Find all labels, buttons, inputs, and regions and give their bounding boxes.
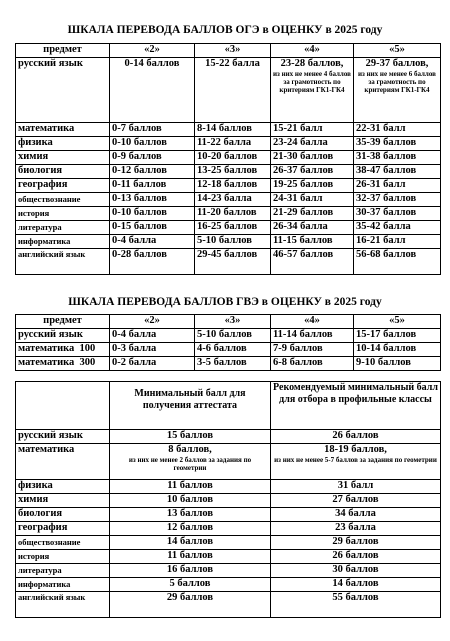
subject-cell: физика	[16, 137, 110, 151]
header-recommended-score: Рекомендуемый минимальный балл для отбора в профильные классы	[271, 382, 441, 430]
grade-2-cell: 0-2 балла	[110, 357, 195, 371]
grade-2-cell: 0-3 балла	[110, 343, 195, 357]
subject-cell: литература	[16, 564, 110, 578]
grade-3-cell: 5-10 баллов	[195, 235, 271, 249]
gve-grade-table	[15, 314, 441, 371]
min-score-value: 8 баллов,	[168, 444, 212, 455]
grade-2-cell: 0-14 баллов	[110, 58, 195, 123]
table-row	[16, 494, 441, 508]
subject-cell: русский язык	[16, 329, 110, 343]
grade-5-cell: 35-42 балла	[354, 221, 441, 235]
grade-5-cell: 32-37 баллов	[354, 193, 441, 207]
subject-cell: история	[16, 550, 110, 564]
grade-5-cell: 15-17 баллов	[354, 329, 441, 343]
gve-title: ШКАЛА ПЕРЕВОДА БАЛЛОВ ГВЭ в ОЦЕНКУ в 2025 году	[68, 296, 382, 308]
subject-cell: биология	[16, 508, 110, 522]
table-row	[16, 193, 441, 207]
grade-3-cell: 16-25 баллов	[195, 221, 271, 235]
grade-2-cell: 0-7 баллов	[110, 123, 195, 137]
grade-3-cell: 3-5 баллов	[195, 357, 271, 371]
oge-grade-table	[15, 43, 441, 275]
grade-5-cell: 35-39 баллов	[354, 137, 441, 151]
table-row	[16, 249, 441, 275]
table-row	[16, 207, 441, 221]
table-row	[16, 357, 441, 371]
recommended-score-cell: 26 баллов	[271, 430, 441, 444]
grade-2-cell: 0-11 баллов	[110, 179, 195, 193]
grade-5-cell	[354, 58, 441, 123]
subject-cell: математика	[16, 123, 110, 137]
subject-cell: обществознание	[16, 193, 110, 207]
header-grade-4: «4»	[271, 315, 354, 329]
recommended-score-value: 18-19 баллов,	[324, 444, 387, 455]
subject-cell: история	[16, 207, 110, 221]
grade-4-note: из них не менее 4 баллов за грамотность по критериям ГК1-ГК4	[273, 70, 351, 94]
min-score-note: из них не менее 2 баллов за задания по геометрии	[128, 456, 252, 472]
grade-4-cell: 23-24 балла	[271, 137, 354, 151]
subject-cell: химия	[16, 494, 110, 508]
grade-5-cell: 56-68 баллов	[354, 249, 441, 275]
header-min-score: Минимальный балл для получения аттестата	[110, 382, 271, 430]
recommended-score-cell: 30 баллов	[271, 564, 441, 578]
grade-4-cell: 19-25 баллов	[271, 179, 354, 193]
table-row	[16, 123, 441, 137]
table-row	[16, 430, 441, 444]
min-score-cell: 12 баллов	[110, 522, 271, 536]
grade-3-cell: 12-18 баллов	[195, 179, 271, 193]
header-grade-5: «5»	[354, 44, 441, 58]
grade-4-cell	[271, 58, 354, 123]
table-row	[16, 508, 441, 522]
recommended-score-cell: 14 баллов	[271, 578, 441, 592]
grade-4-cell: 11-14 баллов	[271, 329, 354, 343]
recommended-score-cell: 27 баллов	[271, 494, 441, 508]
recommended-score-cell: 34 балла	[271, 508, 441, 522]
min-score-cell: 13 баллов	[110, 508, 271, 522]
grade-3-cell: 4-6 баллов	[195, 343, 271, 357]
table-row	[16, 550, 441, 564]
min-score-cell: 14 баллов	[110, 536, 271, 550]
grade-4-cell: 21-30 баллов	[271, 151, 354, 165]
table-row	[16, 329, 441, 343]
grade-5-cell: 10-14 баллов	[354, 343, 441, 357]
table-header-row	[16, 315, 441, 329]
grade-2-cell: 0-12 баллов	[110, 165, 195, 179]
header-grade-2: «2»	[110, 44, 195, 58]
oge-title: ШКАЛА ПЕРЕВОДА БАЛЛОВ ОГЭ в ОЦЕНКУ в 2025 году	[67, 24, 383, 36]
grade-4-cell: 7-9 баллов	[271, 343, 354, 357]
grade-4-cell: 6-8 баллов	[271, 357, 354, 371]
grade-4-cell: 26-37 баллов	[271, 165, 354, 179]
grade-2-cell: 0-13 баллов	[110, 193, 195, 207]
recommended-score-cell: 31 балл	[271, 480, 441, 494]
table-row	[16, 179, 441, 193]
grade-3-cell: 5-10 баллов	[195, 329, 271, 343]
table-row	[16, 58, 441, 123]
grade-5-cell: 30-37 баллов	[354, 207, 441, 221]
grade-5-cell: 22-31 балл	[354, 123, 441, 137]
grade-4-cell: 46-57 баллов	[271, 249, 354, 275]
recommended-score-cell	[271, 444, 441, 480]
grade-4-cell: 26-34 балла	[271, 221, 354, 235]
grade-4-cell: 24-31 балл	[271, 193, 354, 207]
subject-cell: английский язык	[16, 249, 110, 275]
grade-5-cell: 38-47 баллов	[354, 165, 441, 179]
grade-5-cell: 31-38 баллов	[354, 151, 441, 165]
subject-cell: математика 300	[16, 357, 110, 371]
grade-3-cell: 11-20 баллов	[195, 207, 271, 221]
header-grade-3: «3»	[195, 44, 271, 58]
subject-cell: математика	[16, 444, 110, 480]
grade-2-cell: 0-4 балла	[110, 235, 195, 249]
grade-4-cell: 11-15 баллов	[271, 235, 354, 249]
table-row	[16, 536, 441, 550]
grade-2-cell: 0-10 баллов	[110, 137, 195, 151]
grade-3-cell: 10-20 баллов	[195, 151, 271, 165]
recommended-score-cell: 26 баллов	[271, 550, 441, 564]
header-grade-4: «4»	[271, 44, 354, 58]
table-row	[16, 343, 441, 357]
grade-2-cell: 0-28 баллов	[110, 249, 195, 275]
grade-3-cell: 8-14 баллов	[195, 123, 271, 137]
table-row	[16, 564, 441, 578]
table-row	[16, 480, 441, 494]
subject-cell: русский язык	[16, 58, 110, 123]
header-grade-2: «2»	[110, 315, 195, 329]
grade-2-cell: 0-4 балла	[110, 329, 195, 343]
subject-cell: биология	[16, 165, 110, 179]
table-row	[16, 444, 441, 480]
subject-cell: информатика	[16, 578, 110, 592]
grade-4-value: 23-28 баллов,	[280, 58, 344, 69]
subject-cell: информатика	[16, 235, 110, 249]
grade-2-cell: 0-10 баллов	[110, 207, 195, 221]
grade-5-cell: 16-21 балл	[354, 235, 441, 249]
subject-cell: математика 100	[16, 343, 110, 357]
min-score-cell: 10 баллов	[110, 494, 271, 508]
table-row	[16, 165, 441, 179]
grade-3-cell: 13-25 баллов	[195, 165, 271, 179]
grade-5-value: 29-37 баллов,	[365, 58, 429, 69]
table-header-row	[16, 382, 441, 430]
grade-3-cell: 11-22 балла	[195, 137, 271, 151]
table-row	[16, 592, 441, 618]
header-grade-5: «5»	[354, 315, 441, 329]
grade-3-cell: 29-45 баллов	[195, 249, 271, 275]
header-subject: предмет	[16, 315, 110, 329]
min-score-cell	[110, 444, 271, 480]
subject-cell: география	[16, 179, 110, 193]
table-row	[16, 137, 441, 151]
header-subject: предмет	[16, 44, 110, 58]
recommended-score-cell: 55 баллов	[271, 592, 441, 618]
min-score-cell: 29 баллов	[110, 592, 271, 618]
recommended-score-cell: 23 балла	[271, 522, 441, 536]
table-row	[16, 522, 441, 536]
table-row	[16, 235, 441, 249]
table-row	[16, 151, 441, 165]
recommended-score-note: из них не менее 5-7 баллов за задания по геометрии	[274, 456, 437, 464]
table-header-row	[16, 44, 441, 58]
subject-cell: физика	[16, 480, 110, 494]
grade-2-cell: 0-15 баллов	[110, 221, 195, 235]
grade-5-note: из них не менее 6 баллов за грамотность по критериям ГК1-ГК4	[358, 70, 436, 94]
subject-cell: русский язык	[16, 430, 110, 444]
header-empty	[16, 382, 110, 430]
recommended-score-cell: 29 баллов	[271, 536, 441, 550]
subject-cell: химия	[16, 151, 110, 165]
table-row	[16, 221, 441, 235]
grade-3-cell: 14-23 балла	[195, 193, 271, 207]
min-score-cell: 11 баллов	[110, 550, 271, 564]
grade-5-cell: 9-10 баллов	[354, 357, 441, 371]
grade-4-cell: 21-29 баллов	[271, 207, 354, 221]
grade-3-cell: 15-22 балла	[195, 58, 271, 123]
subject-cell: география	[16, 522, 110, 536]
subject-cell: английский язык	[16, 592, 110, 618]
table-row	[16, 578, 441, 592]
minimum-score-table	[15, 381, 441, 618]
min-score-cell: 15 баллов	[110, 430, 271, 444]
min-score-cell: 5 баллов	[110, 578, 271, 592]
header-grade-3: «3»	[195, 315, 271, 329]
grade-2-cell: 0-9 баллов	[110, 151, 195, 165]
subject-cell: обществознание	[16, 536, 110, 550]
grade-5-cell: 26-31 балл	[354, 179, 441, 193]
grade-4-cell: 15-21 балл	[271, 123, 354, 137]
subject-cell: литература	[16, 221, 110, 235]
min-score-cell: 16 баллов	[110, 564, 271, 578]
min-score-cell: 11 баллов	[110, 480, 271, 494]
